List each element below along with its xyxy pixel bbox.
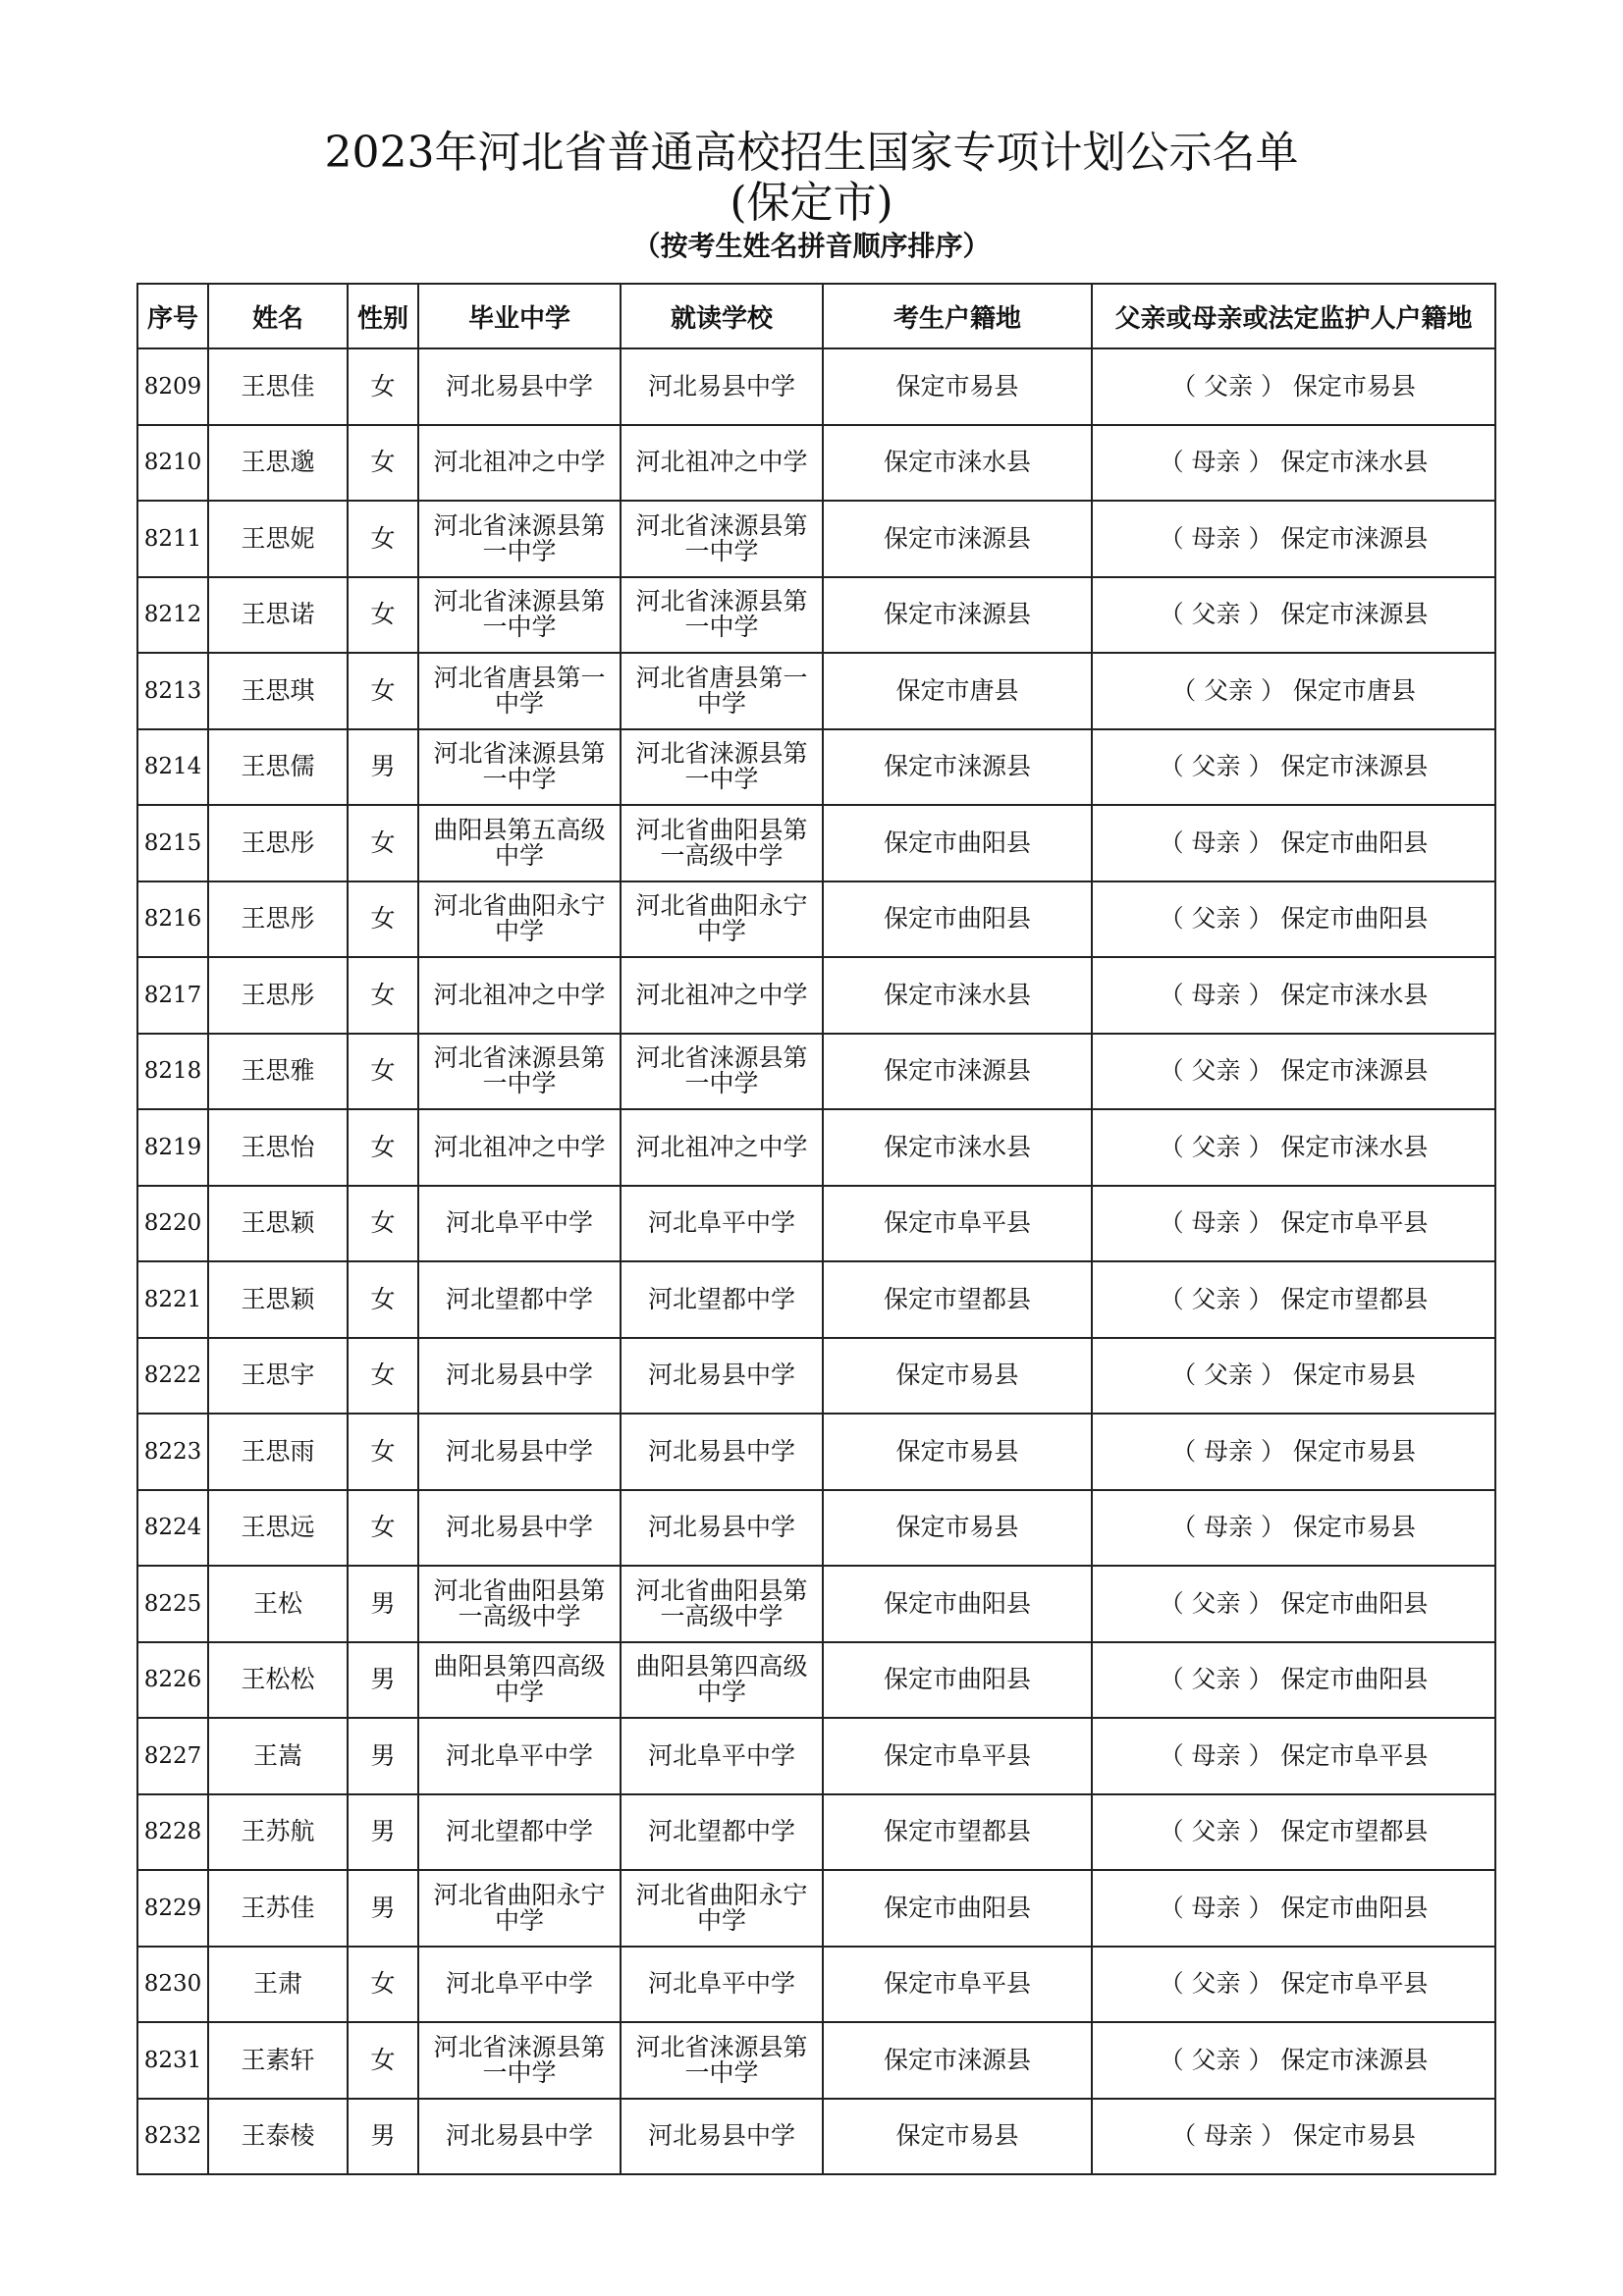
cell-current-school: 河北省涞源县第一中学 [621,1034,823,1110]
cell-household-registration: 保定市涞源县 [823,577,1092,654]
cell-gender: 女 [348,425,418,502]
cell-index: 8228 [137,1794,208,1871]
cell-gender: 男 [348,729,418,806]
cell-name: 王思妮 [208,501,348,577]
cell-index: 8221 [137,1261,208,1338]
table-row [137,501,1495,577]
column-header-name: 姓名 [208,284,348,348]
cell-name: 王思颖 [208,1261,348,1338]
cell-gender: 女 [348,348,418,425]
cell-graduation-school: 河北省涞源县第一中学 [418,2022,621,2099]
cell-gender: 女 [348,653,418,729]
cell-graduation-school: 河北阜平中学 [418,1718,621,1794]
cell-name: 王思儒 [208,729,348,806]
cell-name: 王思琪 [208,653,348,729]
table-row [137,653,1495,729]
cell-household-registration: 保定市曲阳县 [823,805,1092,881]
cell-name: 王思怡 [208,1109,348,1186]
cell-gender: 女 [348,1034,418,1110]
cell-household-registration: 保定市易县 [823,348,1092,425]
cell-graduation-school: 河北易县中学 [418,1414,621,1490]
table-row [137,2099,1495,2175]
student-table [136,283,1496,2175]
cell-current-school: 河北阜平中学 [621,1947,823,2023]
cell-graduation-school: 河北易县中学 [418,2099,621,2175]
cell-guardian-registration: （ 母亲 ） 保定市阜平县 [1092,1186,1495,1262]
cell-guardian-registration: （ 父亲 ） 保定市阜平县 [1092,1947,1495,2023]
cell-guardian-registration: （ 父亲 ） 保定市易县 [1092,1338,1495,1415]
cell-household-registration: 保定市阜平县 [823,1718,1092,1794]
cell-name: 王思彤 [208,957,348,1034]
cell-index: 8215 [137,805,208,881]
cell-gender: 女 [348,805,418,881]
cell-graduation-school: 河北望都中学 [418,1261,621,1338]
table-row [137,729,1495,806]
cell-graduation-school: 河北省涞源县第一中学 [418,1034,621,1110]
cell-current-school: 河北祖冲之中学 [621,957,823,1034]
cell-name: 王思佳 [208,348,348,425]
cell-index: 8232 [137,2099,208,2175]
cell-current-school: 河北易县中学 [621,1414,823,1490]
table-row [137,577,1495,654]
cell-guardian-registration: （ 母亲 ） 保定市易县 [1092,1490,1495,1567]
cell-guardian-registration: （ 父亲 ） 保定市涞源县 [1092,2022,1495,2099]
table-row [137,348,1495,425]
cell-graduation-school: 河北望都中学 [418,1794,621,1871]
cell-graduation-school: 河北省曲阳县第一高级中学 [418,1566,621,1642]
cell-gender: 女 [348,1109,418,1186]
cell-gender: 女 [348,1261,418,1338]
cell-gender: 女 [348,1947,418,2023]
cell-household-registration: 保定市涞源县 [823,2022,1092,2099]
cell-index: 8225 [137,1566,208,1642]
cell-current-school: 河北省曲阳县第一高级中学 [621,805,823,881]
cell-gender: 男 [348,2099,418,2175]
cell-index: 8231 [137,2022,208,2099]
cell-name: 王素轩 [208,2022,348,2099]
cell-household-registration: 保定市曲阳县 [823,881,1092,958]
table-row [137,1414,1495,1490]
cell-guardian-registration: （ 父亲 ） 保定市易县 [1092,348,1495,425]
cell-current-school: 河北阜平中学 [621,1718,823,1794]
cell-household-registration: 保定市唐县 [823,653,1092,729]
cell-current-school: 河北省涞源县第一中学 [621,501,823,577]
cell-guardian-registration: （ 母亲 ） 保定市涞水县 [1092,957,1495,1034]
cell-household-registration: 保定市望都县 [823,1261,1092,1338]
cell-guardian-registration: （ 父亲 ） 保定市涞源县 [1092,1034,1495,1110]
cell-name: 王思彤 [208,881,348,958]
table-row [137,1186,1495,1262]
cell-index: 8230 [137,1947,208,2023]
cell-graduation-school: 河北阜平中学 [418,1186,621,1262]
cell-household-registration: 保定市涞水县 [823,1109,1092,1186]
cell-guardian-registration: （ 父亲 ） 保定市望都县 [1092,1261,1495,1338]
cell-gender: 女 [348,1338,418,1415]
cell-household-registration: 保定市涞源县 [823,1034,1092,1110]
cell-guardian-registration: （ 母亲 ） 保定市曲阳县 [1092,1870,1495,1947]
cell-gender: 男 [348,1566,418,1642]
cell-current-school: 河北祖冲之中学 [621,1109,823,1186]
cell-household-registration: 保定市易县 [823,1414,1092,1490]
cell-household-registration: 保定市涞源县 [823,729,1092,806]
column-header-gender: 性别 [348,284,418,348]
cell-gender: 男 [348,1794,418,1871]
cell-index: 8209 [137,348,208,425]
cell-guardian-registration: （ 母亲 ） 保定市涞源县 [1092,501,1495,577]
cell-current-school: 河北易县中学 [621,2099,823,2175]
column-header-index: 序号 [137,284,208,348]
cell-graduation-school: 河北省涞源县第一中学 [418,501,621,577]
cell-guardian-registration: （ 母亲 ） 保定市易县 [1092,2099,1495,2175]
cell-index: 8214 [137,729,208,806]
cell-current-school: 河北望都中学 [621,1261,823,1338]
cell-household-registration: 保定市涞水县 [823,957,1092,1034]
cell-name: 王苏佳 [208,1870,348,1947]
cell-guardian-registration: （ 父亲 ） 保定市涞源县 [1092,577,1495,654]
table-row [137,1261,1495,1338]
cell-index: 8217 [137,957,208,1034]
cell-current-school: 河北省曲阳县第一高级中学 [621,1566,823,1642]
cell-index: 8211 [137,501,208,577]
table-row [137,1947,1495,2023]
cell-guardian-registration: （ 母亲 ） 保定市阜平县 [1092,1718,1495,1794]
cell-guardian-registration: （ 母亲 ） 保定市涞水县 [1092,425,1495,502]
cell-guardian-registration: （ 母亲 ） 保定市曲阳县 [1092,805,1495,881]
cell-current-school: 河北望都中学 [621,1794,823,1871]
cell-guardian-registration: （ 父亲 ） 保定市曲阳县 [1092,881,1495,958]
cell-guardian-registration: （ 父亲 ） 保定市唐县 [1092,653,1495,729]
table-row [137,957,1495,1034]
table-header-row [137,284,1495,348]
cell-index: 8224 [137,1490,208,1567]
cell-graduation-school: 河北省曲阳永宁中学 [418,881,621,958]
cell-current-school: 河北省曲阳永宁中学 [621,1870,823,1947]
cell-household-registration: 保定市曲阳县 [823,1566,1092,1642]
cell-household-registration: 保定市曲阳县 [823,1870,1092,1947]
cell-household-registration: 保定市易县 [823,2099,1092,2175]
cell-current-school: 河北祖冲之中学 [621,425,823,502]
table-row [137,1109,1495,1186]
cell-name: 王苏航 [208,1794,348,1871]
cell-name: 王思邈 [208,425,348,502]
cell-household-registration: 保定市易县 [823,1338,1092,1415]
table-row [137,1642,1495,1719]
cell-guardian-registration: （ 父亲 ） 保定市望都县 [1092,1794,1495,1871]
cell-index: 8216 [137,881,208,958]
cell-gender: 女 [348,577,418,654]
cell-household-registration: 保定市易县 [823,1490,1092,1567]
cell-index: 8223 [137,1414,208,1490]
cell-gender: 女 [348,1490,418,1567]
cell-guardian-registration: （ 父亲 ） 保定市曲阳县 [1092,1642,1495,1719]
cell-graduation-school: 河北省曲阳永宁中学 [418,1870,621,1947]
cell-name: 王松 [208,1566,348,1642]
cell-graduation-school: 河北省涞源县第一中学 [418,729,621,806]
cell-household-registration: 保定市阜平县 [823,1947,1092,2023]
cell-gender: 男 [348,1870,418,1947]
table-row [137,1870,1495,1947]
cell-graduation-school: 河北易县中学 [418,348,621,425]
cell-index: 8212 [137,577,208,654]
cell-gender: 女 [348,881,418,958]
cell-index: 8229 [137,1870,208,1947]
cell-name: 王思颖 [208,1186,348,1262]
cell-current-school: 河北省涞源县第一中学 [621,729,823,806]
column-header-graduation-school: 毕业中学 [418,284,621,348]
cell-gender: 女 [348,2022,418,2099]
cell-index: 8218 [137,1034,208,1110]
cell-name: 王思远 [208,1490,348,1567]
cell-name: 王思雅 [208,1034,348,1110]
cell-guardian-registration: （ 父亲 ） 保定市涞源县 [1092,729,1495,806]
cell-gender: 女 [348,1186,418,1262]
sort-note: （按考生姓名拼音顺序排序） [632,230,991,262]
cell-name: 王松松 [208,1642,348,1719]
cell-current-school: 河北省涞源县第一中学 [621,2022,823,2099]
cell-household-registration: 保定市涞水县 [823,425,1092,502]
table-row [137,881,1495,958]
cell-current-school: 河北易县中学 [621,1490,823,1567]
cell-current-school: 河北省唐县第一中学 [621,653,823,729]
cell-graduation-school: 河北省涞源县第一中学 [418,577,621,654]
table-row [137,1338,1495,1415]
cell-current-school: 河北易县中学 [621,1338,823,1415]
cell-index: 8219 [137,1109,208,1186]
table-row [137,1794,1495,1871]
cell-index: 8222 [137,1338,208,1415]
cell-name: 王思宇 [208,1338,348,1415]
table-row [137,1718,1495,1794]
cell-graduation-school: 河北易县中学 [418,1490,621,1567]
cell-household-registration: 保定市望都县 [823,1794,1092,1871]
cell-gender: 女 [348,501,418,577]
cell-gender: 女 [348,957,418,1034]
cell-graduation-school: 河北祖冲之中学 [418,425,621,502]
cell-index: 8220 [137,1186,208,1262]
cell-gender: 男 [348,1642,418,1719]
cell-household-registration: 保定市曲阳县 [823,1642,1092,1719]
cell-guardian-registration: （ 父亲 ） 保定市涞水县 [1092,1109,1495,1186]
table-row [137,805,1495,881]
cell-current-school: 河北省曲阳永宁中学 [621,881,823,958]
cell-current-school: 河北易县中学 [621,348,823,425]
document-subtitle: (保定市) [730,178,893,228]
cell-graduation-school: 河北祖冲之中学 [418,957,621,1034]
cell-graduation-school: 河北祖冲之中学 [418,1109,621,1186]
cell-name: 王思诺 [208,577,348,654]
column-header-household-registration: 考生户籍地 [823,284,1092,348]
cell-household-registration: 保定市涞源县 [823,501,1092,577]
column-header-guardian-registration: 父亲或母亲或法定监护人户籍地 [1092,284,1495,348]
cell-index: 8227 [137,1718,208,1794]
cell-name: 王肃 [208,1947,348,2023]
table-row [137,1490,1495,1567]
cell-gender: 男 [348,1718,418,1794]
cell-current-school: 曲阳县第四高级中学 [621,1642,823,1719]
table-row [137,1034,1495,1110]
cell-index: 8213 [137,653,208,729]
cell-graduation-school: 曲阳县第五高级中学 [418,805,621,881]
cell-name: 王泰棱 [208,2099,348,2175]
cell-name: 王嵩 [208,1718,348,1794]
cell-guardian-registration: （ 母亲 ） 保定市易县 [1092,1414,1495,1490]
cell-guardian-registration: （ 父亲 ） 保定市曲阳县 [1092,1566,1495,1642]
cell-graduation-school: 曲阳县第四高级中学 [418,1642,621,1719]
document-title: 2023年河北省普通高校招生国家专项计划公示名单 [324,128,1299,178]
table-row [137,425,1495,502]
cell-index: 8226 [137,1642,208,1719]
cell-gender: 女 [348,1414,418,1490]
cell-household-registration: 保定市阜平县 [823,1186,1092,1262]
table-body [137,348,1495,2174]
cell-current-school: 河北阜平中学 [621,1186,823,1262]
cell-graduation-school: 河北省唐县第一中学 [418,653,621,729]
table-row [137,1566,1495,1642]
cell-index: 8210 [137,425,208,502]
cell-graduation-school: 河北阜平中学 [418,1947,621,2023]
cell-current-school: 河北省涞源县第一中学 [621,577,823,654]
cell-name: 王思雨 [208,1414,348,1490]
column-header-current-school: 就读学校 [621,284,823,348]
cell-graduation-school: 河北易县中学 [418,1338,621,1415]
table-row [137,2022,1495,2099]
cell-name: 王思彤 [208,805,348,881]
